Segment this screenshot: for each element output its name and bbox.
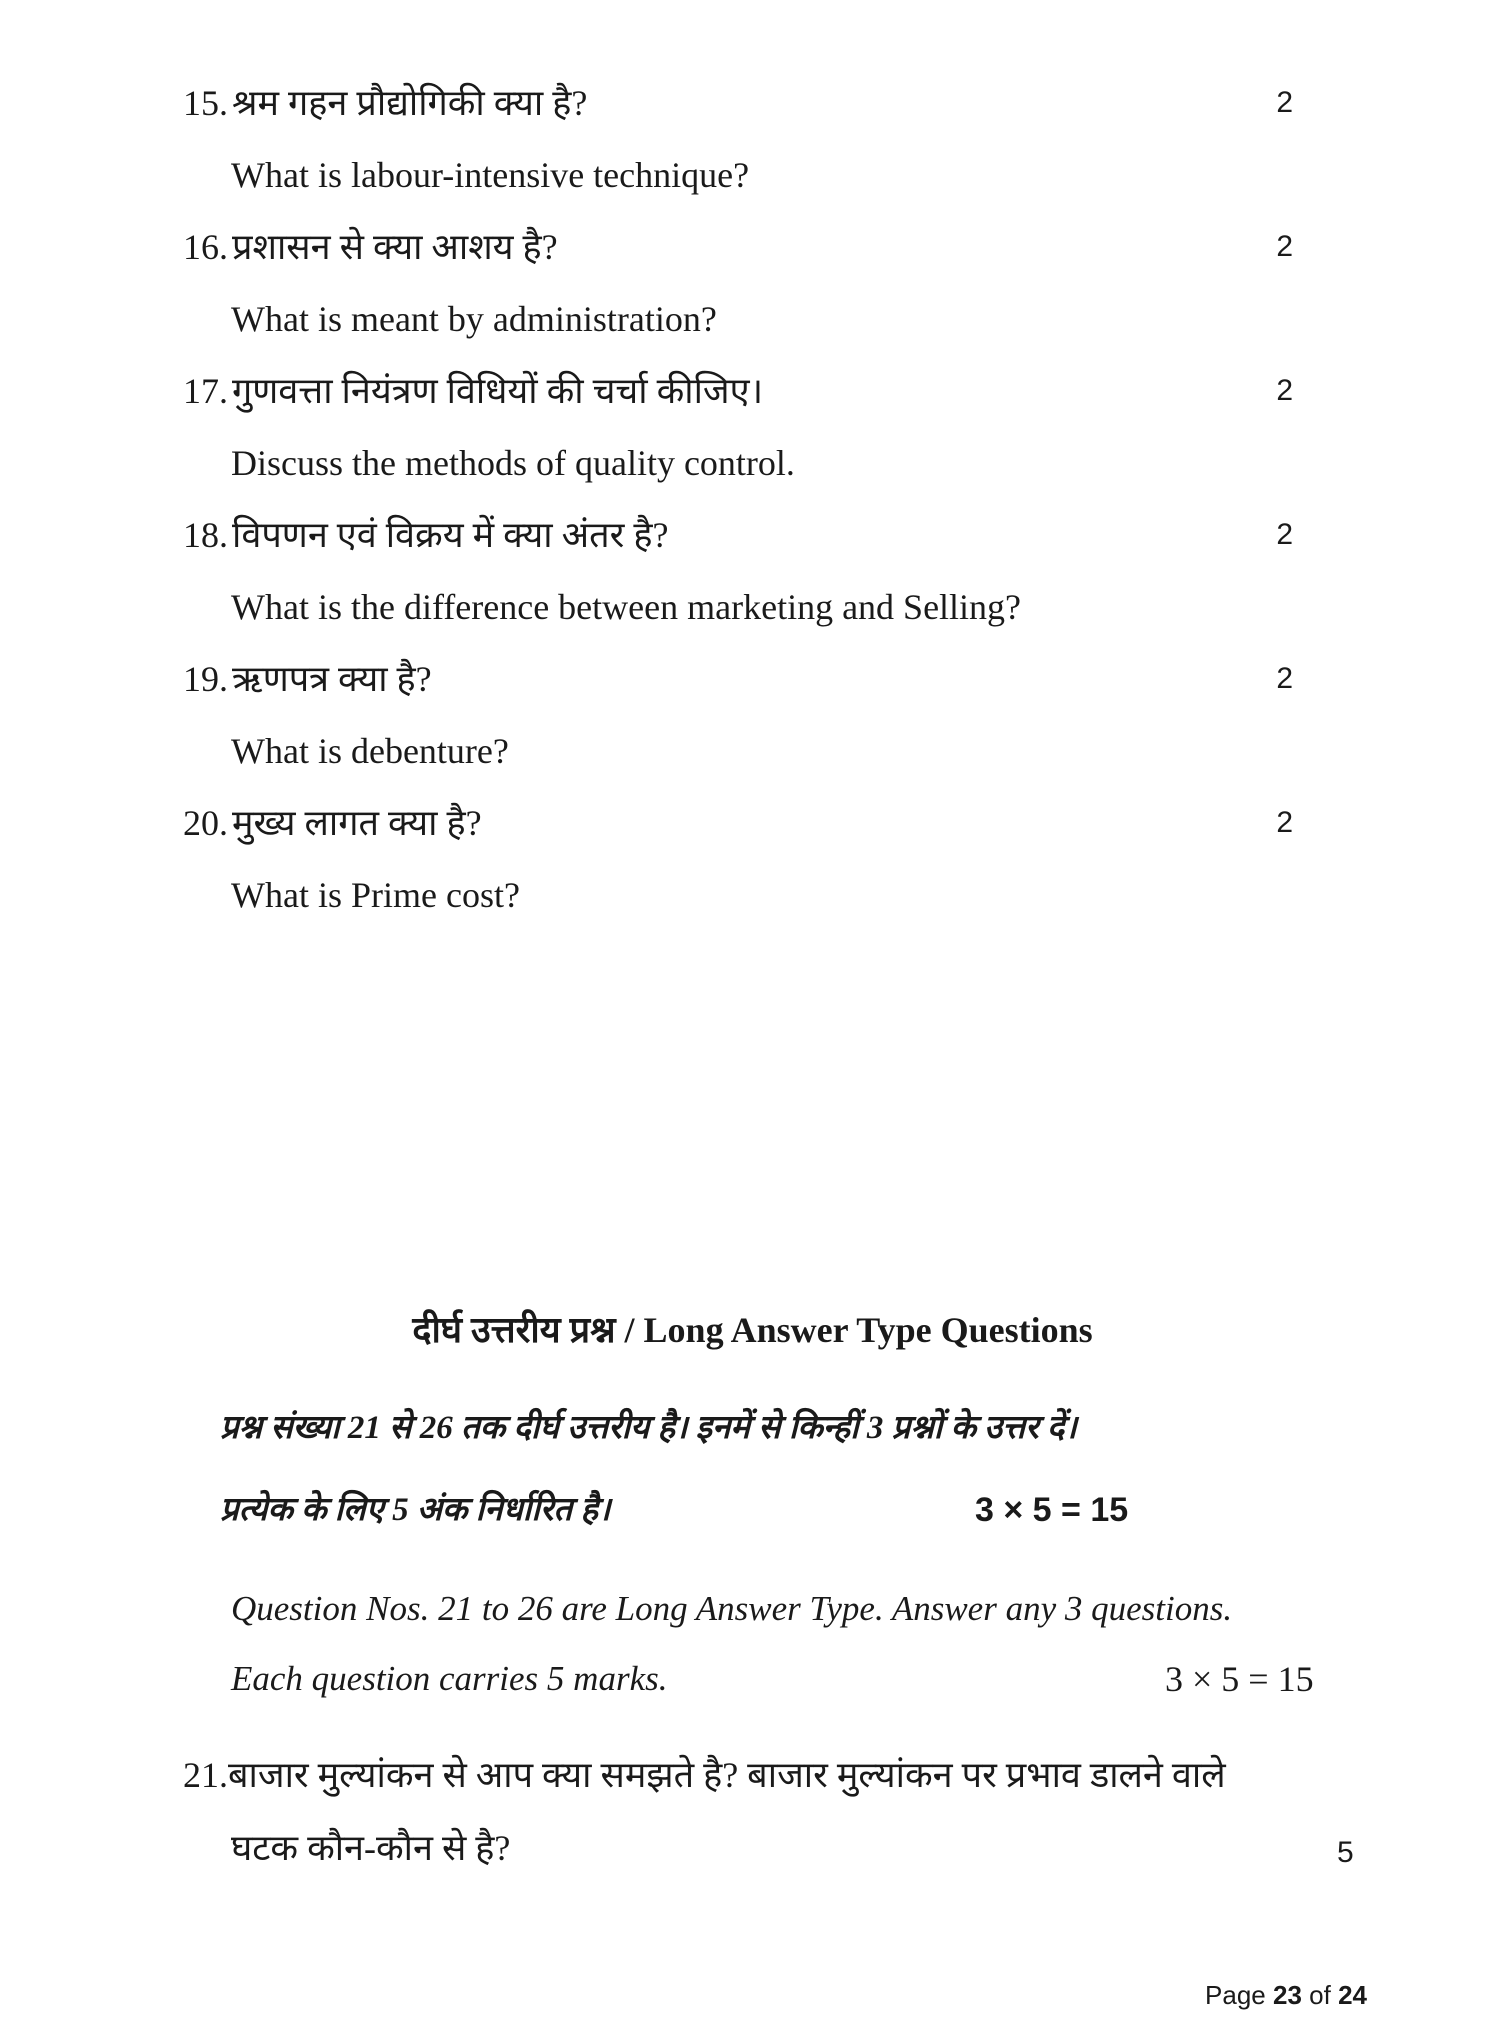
question-number: 20. [183,803,228,843]
question-21-line2: घटक कौन-कौन से है? [231,1828,511,1868]
instruction-hindi-line2: प्रत्येक के लिए 5 अंक निर्धारित है। [220,1492,611,1528]
question-20-english: What is Prime cost? [231,875,520,915]
marks-formula-bold: 3 × 5 = 15 [975,1491,1129,1529]
question-text-hindi: प्रशासन से क्या आशय है? [232,227,558,267]
page-footer [1205,1975,1367,2015]
section-title: दीर्घ उत्तरीय प्रश्न / Long Answer Type Questions [412,1310,1093,1350]
page-of: of [1309,1980,1331,2010]
question-marks: 2 [1276,374,1293,407]
question-19 [183,649,1293,709]
question-20 [183,793,1293,853]
question-17 [183,361,1293,421]
page-total: 24 [1338,1980,1367,2010]
instruction-english-line2: Each question carries 5 marks. [231,1659,668,1698]
question-19-english: What is debenture? [231,731,509,771]
question-18-english: What is the difference between marketing and Selling? [231,587,1022,627]
question-marks: 2 [1276,662,1293,695]
question-text-hindi: ऋणपत्र क्या है? [232,659,432,699]
question-marks: 2 [1276,518,1293,551]
question-text-hindi: मुख्य लागत क्या है? [232,803,482,843]
question-17-english: Discuss the methods of quality control. [231,443,795,483]
page-label: Page [1205,1980,1266,2010]
question-15 [183,73,1293,133]
question-number: 16. [183,227,228,267]
question-number: 17. [183,371,228,411]
question-text-hindi: श्रम गहन प्रौद्योगिकी क्या है? [232,83,588,123]
question-text-hindi: विपणन एवं विक्रय में क्या अंतर है? [232,515,669,555]
question-16-english: What is meant by administration? [231,299,717,339]
question-number: 19. [183,659,228,699]
question-marks: 2 [1276,86,1293,119]
question-21-line1: 21.बाजार मुल्यांकन से आप क्या समझते है? बाजार मुल्यांकन पर प्रभाव डालने वाले [183,1755,1226,1795]
question-16 [183,217,1293,277]
question-number: 15. [183,83,228,123]
instruction-hindi-line1: प्रश्न संख्या 21 से 26 तक दीर्घ उत्तरीय है। इनमें से किन्हीं 3 प्रश्नों के उत्तर दें। [220,1410,1077,1446]
question-18 [183,505,1293,565]
question-15-english: What is labour-intensive technique? [231,155,750,195]
question-marks: 2 [1276,806,1293,839]
instruction-english-line1: Question Nos. 21 to 26 are Long Answer Type. Answer any 3 questions. [231,1589,1233,1628]
question-21-marks: 5 [1337,1836,1354,1869]
question-text-hindi: गुणवत्ता नियंत्रण विधियों की चर्चा कीजिए। [232,371,764,411]
question-marks: 2 [1276,230,1293,263]
page-current: 23 [1273,1980,1302,2010]
question-number: 18. [183,515,228,555]
marks-formula: 3 × 5 = 15 [1165,1659,1314,1699]
